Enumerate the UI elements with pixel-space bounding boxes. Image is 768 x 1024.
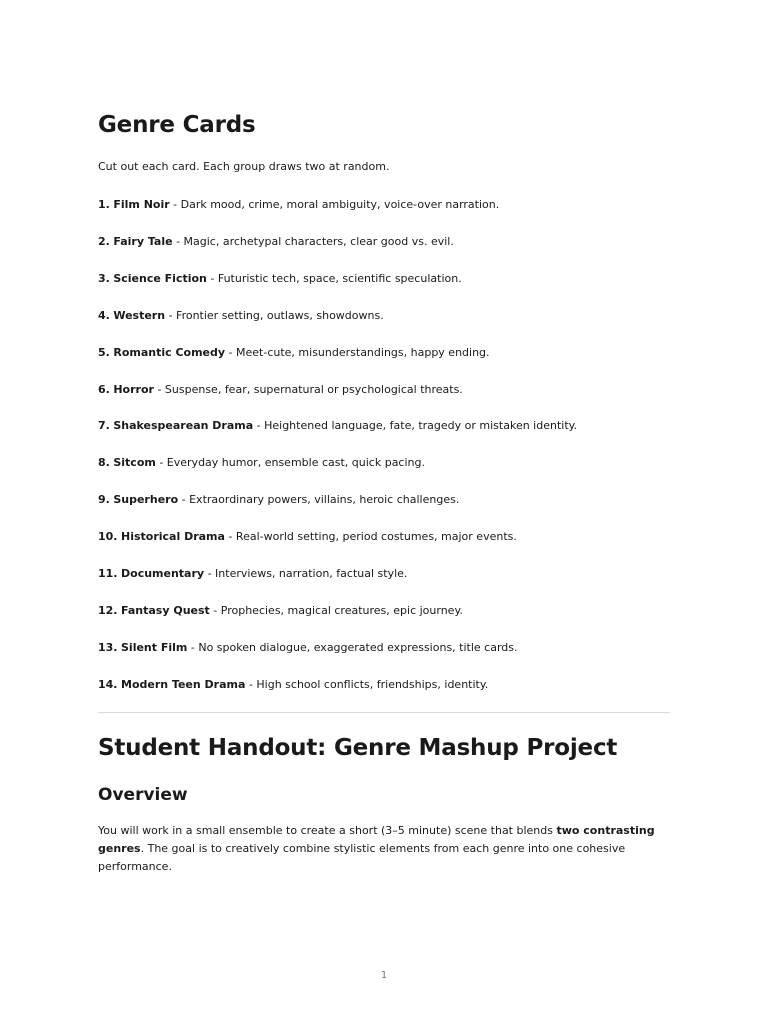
genre-card-item [98, 567, 407, 581]
genre-card-number: 8. [98, 456, 110, 470]
genre-card-number: 9. [98, 493, 110, 507]
genre-card-number: 6. [98, 382, 110, 396]
genre-card-description: - Prophecies, magical creatures, epic journey. [209, 603, 463, 617]
genre-card-item [98, 456, 425, 470]
genre-card-name: Film Noir [113, 198, 170, 211]
overview-heading: Overview [98, 785, 188, 805]
genre-card-number: 2. [98, 234, 110, 248]
genre-card-description: - Frontier setting, outlaws, showdowns. [165, 308, 384, 322]
genre-card-number: 7. [98, 419, 110, 433]
genre-card-description: - Magic, archetypal characters, clear good vs. evil. [172, 234, 454, 248]
genre-card-name: Silent Film [121, 640, 188, 654]
genre-card-name: Modern Teen Drama [121, 677, 246, 691]
genre-card-number: 10. [98, 530, 118, 544]
genre-card-name: Western [113, 308, 166, 322]
genre-card-item [98, 419, 577, 433]
genre-card-name: Romantic Comedy [113, 345, 226, 359]
genre-card-description: - High school conflicts, friendships, identity. [245, 677, 489, 691]
genre-card-item [98, 198, 499, 212]
genre-card-description: - Suspense, fear, supernatural or psychological threats. [153, 382, 463, 396]
genre-card-description: - No spoken dialogue, exaggerated expressions, title cards. [187, 640, 518, 654]
genre-card-item [98, 530, 517, 544]
overview-emphasis: two contrasting genres [98, 824, 655, 855]
genre-cards-title: Genre Cards [98, 112, 256, 138]
page-number: 1 [380, 970, 388, 981]
genre-card-description: - Real-world setting, period costumes, major events. [224, 530, 517, 544]
genre-card-name: Documentary [121, 567, 205, 580]
genre-card-number: 5. [98, 345, 110, 359]
genre-card-number: 13. [98, 640, 118, 654]
overview-paragraph [98, 822, 678, 876]
genre-card-description: - Heightened language, fate, tragedy or mistaken identity. [253, 419, 578, 433]
genre-card-item [98, 493, 459, 507]
overview-text-end: . The goal is to creatively combine stylistic elements from each genre into one cohesive performance. [98, 842, 626, 873]
genre-card-name: Science Fiction [113, 271, 207, 285]
genre-card-description: - Futuristic tech, space, scientific speculation. [206, 271, 462, 285]
genre-card-description: - Everyday humor, ensemble cast, quick pacing. [155, 456, 425, 470]
genre-card-number: 4. [98, 308, 110, 322]
genre-card-item [98, 309, 384, 323]
genre-card-item [98, 641, 518, 655]
genre-card-item [98, 604, 463, 618]
genre-card-name: Fantasy Quest [121, 603, 210, 617]
genre-card-number: 1. [98, 198, 110, 211]
genre-card-item [98, 272, 462, 286]
genre-card-item [98, 235, 454, 249]
genre-card-item [98, 678, 488, 692]
genre-cards-intro: Cut out each card. Each group draws two at random. [98, 160, 390, 173]
genre-card-item [98, 346, 490, 360]
genre-card-description: - Dark mood, crime, moral ambiguity, voice-over narration. [169, 198, 500, 211]
genre-card-number: 14. [98, 677, 118, 691]
genre-card-item [98, 383, 463, 397]
genre-card-name: Horror [113, 382, 154, 396]
handout-title: Student Handout: Genre Mashup Project [98, 735, 618, 761]
genre-card-name: Fairy Tale [113, 234, 173, 248]
genre-card-number: 3. [98, 271, 110, 285]
genre-card-name: Historical Drama [121, 530, 225, 544]
section-divider [98, 712, 670, 713]
overview-text-start: You will work in a small ensemble to create a short (3–5 minute) scene that blends [98, 824, 557, 837]
genre-card-name: Shakespearean Drama [113, 419, 254, 433]
genre-card-name: Sitcom [113, 456, 156, 470]
genre-card-description: - Extraordinary powers, villains, heroic challenges. [178, 493, 460, 507]
genre-card-description: - Interviews, narration, factual style. [204, 567, 408, 580]
genre-card-description: - Meet-cute, misunderstandings, happy ending. [225, 345, 490, 359]
genre-card-number: 11. [98, 567, 118, 580]
genre-card-name: Superhero [113, 493, 179, 507]
genre-card-number: 12. [98, 603, 118, 617]
